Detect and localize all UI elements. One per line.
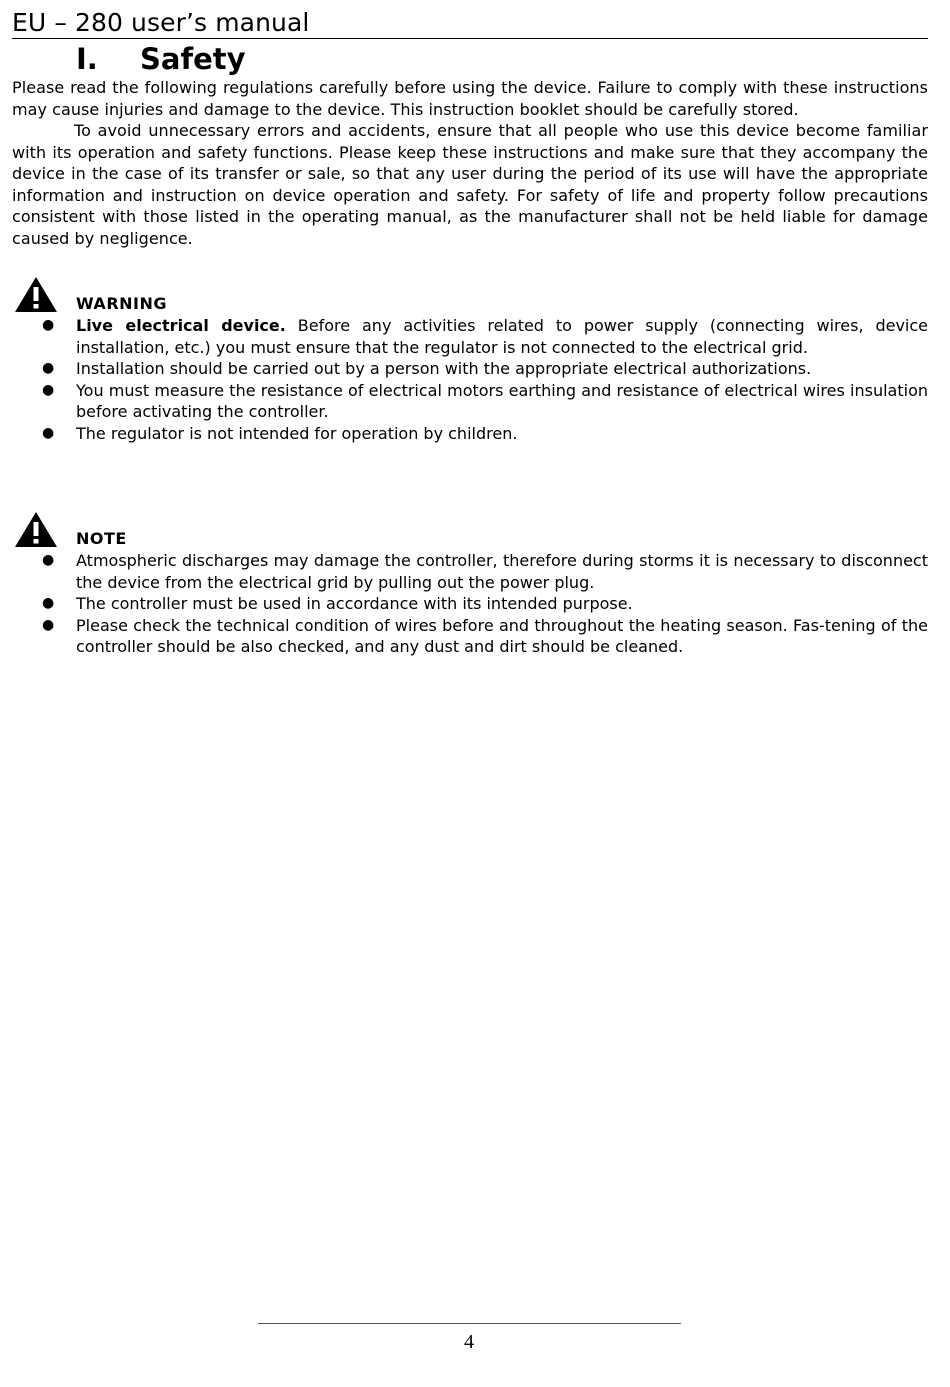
warning-heading bbox=[12, 275, 928, 313]
section-title bbox=[76, 41, 928, 77]
warning-triangle-icon bbox=[14, 510, 58, 548]
section-title-text: Safety bbox=[140, 42, 246, 76]
bullet-icon: ● bbox=[42, 424, 55, 441]
intro-paragraph-2: To avoid unnecessary errors and accidents, ensure that all people who use this device become familiar with its operation and safety functions. Please keep these instructions and make sure that they accompany the device in the case of its transfer or sale, so that any user during the period of its use will have the appropriate information and instruction on device operation and safety. For safety of life and property follow precautions consistent with those listed in the operating manual, as the manufacturer shall not be held liable for damage caused by negligence. bbox=[12, 121, 928, 248]
intro-paragraph-1: Please read the following regulations carefully before using the device. Failure to comply with these instructions may cause injuries and damage to the device. This instruction booklet should be carefully stored. bbox=[12, 78, 928, 119]
bullet-icon: ● bbox=[42, 317, 55, 333]
list-item bbox=[12, 550, 928, 593]
manual-page bbox=[12, 0, 928, 658]
warning-item-text: The regulator is not intended for operation by children. bbox=[76, 423, 518, 443]
note-item-text: Please check the technical condition of wires before and throughout the heating season. Fas-tening of the controller should be also checked, and any dust and dirt should be cleaned. bbox=[76, 615, 928, 656]
list-item bbox=[12, 423, 928, 445]
bullet-icon: ● bbox=[42, 595, 55, 611]
note-list bbox=[12, 550, 928, 658]
bullet-icon: ● bbox=[42, 552, 55, 568]
warning-item-text: Before any activities related to power supply (connecting wires, device installation, etc.) you must ensure that the regulator is not connected to the electrical grid. bbox=[76, 316, 929, 357]
note-box bbox=[12, 510, 928, 658]
warning-item-bold: Live electrical device. bbox=[76, 316, 286, 335]
list-item bbox=[12, 380, 928, 423]
page-number: 4 bbox=[464, 1331, 474, 1353]
list-item bbox=[12, 593, 928, 615]
note-heading bbox=[12, 510, 928, 548]
list-item bbox=[12, 615, 928, 658]
warning-triangle-icon bbox=[14, 275, 58, 313]
footer-rule bbox=[258, 1323, 681, 1324]
warning-title: WARNING bbox=[76, 294, 167, 313]
list-item bbox=[12, 315, 928, 358]
bullet-icon: ● bbox=[42, 616, 55, 633]
warning-list bbox=[12, 315, 928, 444]
note-title: NOTE bbox=[76, 529, 127, 548]
running-header: EU – 280 user’s manual bbox=[12, 0, 928, 39]
list-item bbox=[12, 358, 928, 380]
section-number: I. bbox=[76, 42, 98, 76]
warning-item-text: Installation should be carried out by a person with the appropriate electrical authorizations. bbox=[76, 359, 812, 378]
bullet-icon: ● bbox=[42, 360, 55, 376]
note-item-text: Atmospheric discharges may damage the controller, therefore during storms it is necessary to disconnect the device from the electrical grid by pulling out the power plug. bbox=[76, 551, 928, 592]
note-item-text: The controller must be used in accordance with its intended purpose. bbox=[76, 594, 633, 613]
warning-item-text: You must measure the resistance of electrical motors earthing and resistance of electrical wires insulation before activating the controller. bbox=[76, 380, 928, 421]
bullet-icon: ● bbox=[42, 381, 55, 398]
warning-box bbox=[12, 275, 928, 444]
